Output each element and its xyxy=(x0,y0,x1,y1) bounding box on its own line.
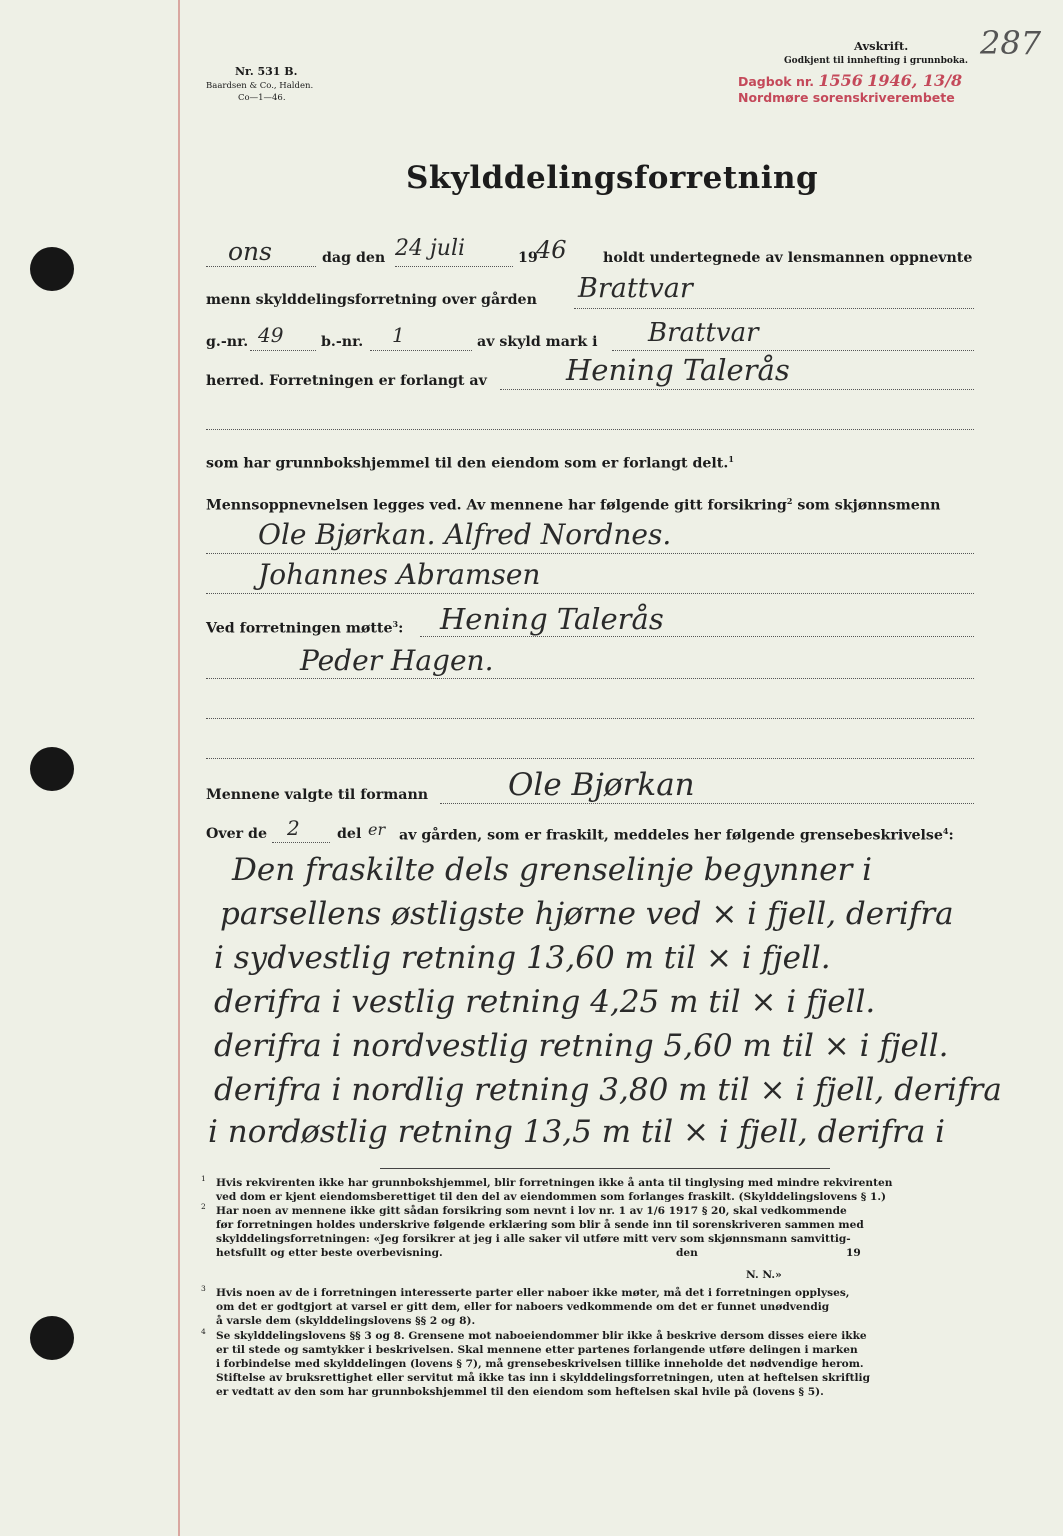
hand-farm: Brattvar xyxy=(578,273,693,304)
skyld-label: av skyld mark i xyxy=(477,334,598,350)
mote-label: Ved forretningen møtte$^3$: xyxy=(206,619,404,637)
hand-attended-line2: Peder Hagen. xyxy=(300,644,494,677)
dotted-line xyxy=(370,350,472,351)
footnote-1: Hvis rekvirenten ikke har grunnbokshjemmel, blir forretningen ikke å anta til tinglysing med mindre rekvirenten ved dom er kjent eiendomsberettiget til den del av eiendommen som forlanges fraskilt. (Skylddelingslovens § 1.) xyxy=(216,1177,893,1204)
description-line: i nordøstlig retning 13,5 m til × i fjell, derifra i xyxy=(208,1114,946,1150)
dotted-line xyxy=(206,266,316,267)
page-title: Skylddelingsforretning xyxy=(406,160,819,196)
red-margin-line xyxy=(178,0,180,1536)
hand-weekday: ons xyxy=(228,237,272,266)
hand-requested-by: Hening Talerås xyxy=(566,353,790,387)
hand-chairman: Ole Bjørkan xyxy=(508,767,695,803)
approval-note: Godkjent til innhefting i grunnboka. xyxy=(784,56,969,66)
dotted-line xyxy=(206,429,974,430)
hand-men-line2: Johannes Abramsen xyxy=(258,558,541,591)
description-line: derifra i vestlig retning 4,25 m til × i fjell. xyxy=(214,984,876,1020)
gnr-label: g.-nr. xyxy=(206,334,249,350)
formann-label: Mennene valgte til formann xyxy=(206,787,429,803)
dotted-line xyxy=(206,678,974,679)
description-line: i sydvestlig retning 13,60 m til × i fjell. xyxy=(214,940,831,976)
grensebeskrivelse-label: av gården, som er fraskilt, meddeles her følgende grensebeskrivelse$^4$: xyxy=(399,826,954,844)
copy-label: Avskrift. xyxy=(854,39,909,53)
footnote-2: Har noen av mennene ikke gitt sådan forsikring som nevnt i lov nr. 1 av 1/6 1917 § 20, skal vedkommende før forretningen holdes underskrive følgende erklæring som blir å sende inn til sorenskriveren sammen med skylddelingsforretningen: «Jeg forsikrer at jeg i alle saker vil utføre mitt verv som skjønnsmann samvittig- hetsfullt og etter beste overbevisning. xyxy=(216,1205,864,1260)
dotted-line xyxy=(250,350,316,351)
year-prefix: 19 xyxy=(518,250,538,266)
dotted-line xyxy=(500,389,974,390)
hand-attended-line1: Hening Talerås xyxy=(440,602,664,636)
farm-label: menn skylddelingsforretning over gården xyxy=(206,292,537,308)
description-line: derifra i nordvestlig retning 5,60 m til × i fjell. xyxy=(214,1028,949,1064)
dotted-line xyxy=(574,308,974,309)
hand-municipality: Brattvar xyxy=(648,318,759,348)
hand-parts-count: 2 xyxy=(287,816,300,840)
footnote-2-den: den xyxy=(676,1247,698,1259)
hand-year: 46 xyxy=(536,236,567,264)
punch-hole xyxy=(30,747,74,791)
hand-men-line1: Ole Bjørkan. Alfred Nordnes. xyxy=(258,518,672,551)
dotted-line xyxy=(440,803,974,804)
printer-name: Baardsen & Co., Halden. xyxy=(206,81,314,91)
herred-label: herred. Forretningen er forlangt av xyxy=(206,373,487,389)
page-number: 287 xyxy=(980,24,1042,62)
footnote-2-signature: N. N.» xyxy=(746,1269,782,1281)
stamp-line2: Nordmøre sorenskriverembete xyxy=(738,90,955,105)
stamp-line1: Dagbok nr. 1556 1946, 13/8 xyxy=(738,71,963,90)
dotted-line xyxy=(272,842,330,843)
print-code: Co—1—46. xyxy=(238,93,286,103)
footnote-3: Hvis noen av de i forretningen interesserte parter eller naboer ikke møter, må det i forretningen opplyses, om det er godtgjort at varsel er gitt dem, eller for naboers vedkommende om det er funnet unødvendig å varsle dem (skylddelingslovens §§ 2 og 8). xyxy=(216,1287,850,1328)
footnote-number: 1 xyxy=(201,1174,206,1183)
punch-hole xyxy=(30,247,74,291)
footnote-divider xyxy=(380,1168,830,1169)
description-line: parsellens østligste hjørne ved × i fjell, derifra xyxy=(220,896,954,932)
description-line: Den fraskilte dels grenselinje begynner i xyxy=(232,852,873,888)
line1-text: holdt undertegnede av lensmannen oppnevnte xyxy=(603,250,973,266)
footnote-number: 4 xyxy=(201,1327,206,1336)
dotted-line xyxy=(206,593,974,594)
mennsoppnevnelse-text: Mennsoppnevnelsen legges ved. Av mennene har følgende gitt forsikring$^2$ som skjønnsmenn xyxy=(206,496,941,514)
hand-bnr: 1 xyxy=(392,323,405,347)
dotted-line xyxy=(395,266,513,267)
day-label: dag den xyxy=(322,250,386,266)
over-label: Over de xyxy=(206,826,267,842)
footnote-2-year: 19 xyxy=(846,1247,861,1259)
footnote-4: Se skylddelingslovens §§ 3 og 8. Grensene mot naboeiendommer blir ikke å beskrive dersom disses eiere ikke er til stede og samtykker i beskrivelsen. Skal mennene etter partenes forlangende utføre delingen i marken i forbindelse med skylddelingen (lovens § 7), må grensebeskrivelsen tillike inneholde det nødvendige herom. Stiftelse av bruksrettighet eller servitut må ikke tas inn i skylddelingsforretningen, uten at heftelsen skriftlig er vedtatt av den som har grunnbokshjemmel til den eiendom som heftelsen skal hvile på (lovens § 5). xyxy=(216,1330,870,1399)
hand-date: 24 juli xyxy=(395,236,466,261)
form-number: Nr. 531 B. xyxy=(235,65,298,78)
hjemmel-text: som har grunnbokshjemmel til den eiendom som er forlangt delt.$^1$ xyxy=(206,454,734,472)
dotted-line xyxy=(420,636,974,637)
punch-hole xyxy=(30,1316,74,1360)
dotted-line xyxy=(612,350,974,351)
bnr-label: b.-nr. xyxy=(321,334,364,350)
hand-parts-suffix: er xyxy=(368,820,386,839)
del-label: del xyxy=(337,826,362,842)
dotted-line xyxy=(206,553,974,554)
description-line: derifra i nordlig retning 3,80 m til × i fjell, derifra xyxy=(214,1072,1002,1108)
footnote-number: 3 xyxy=(201,1284,206,1293)
footnote-number: 2 xyxy=(201,1202,206,1211)
dotted-line xyxy=(206,718,974,719)
dotted-line xyxy=(206,758,974,759)
hand-gnr: 49 xyxy=(258,323,284,347)
